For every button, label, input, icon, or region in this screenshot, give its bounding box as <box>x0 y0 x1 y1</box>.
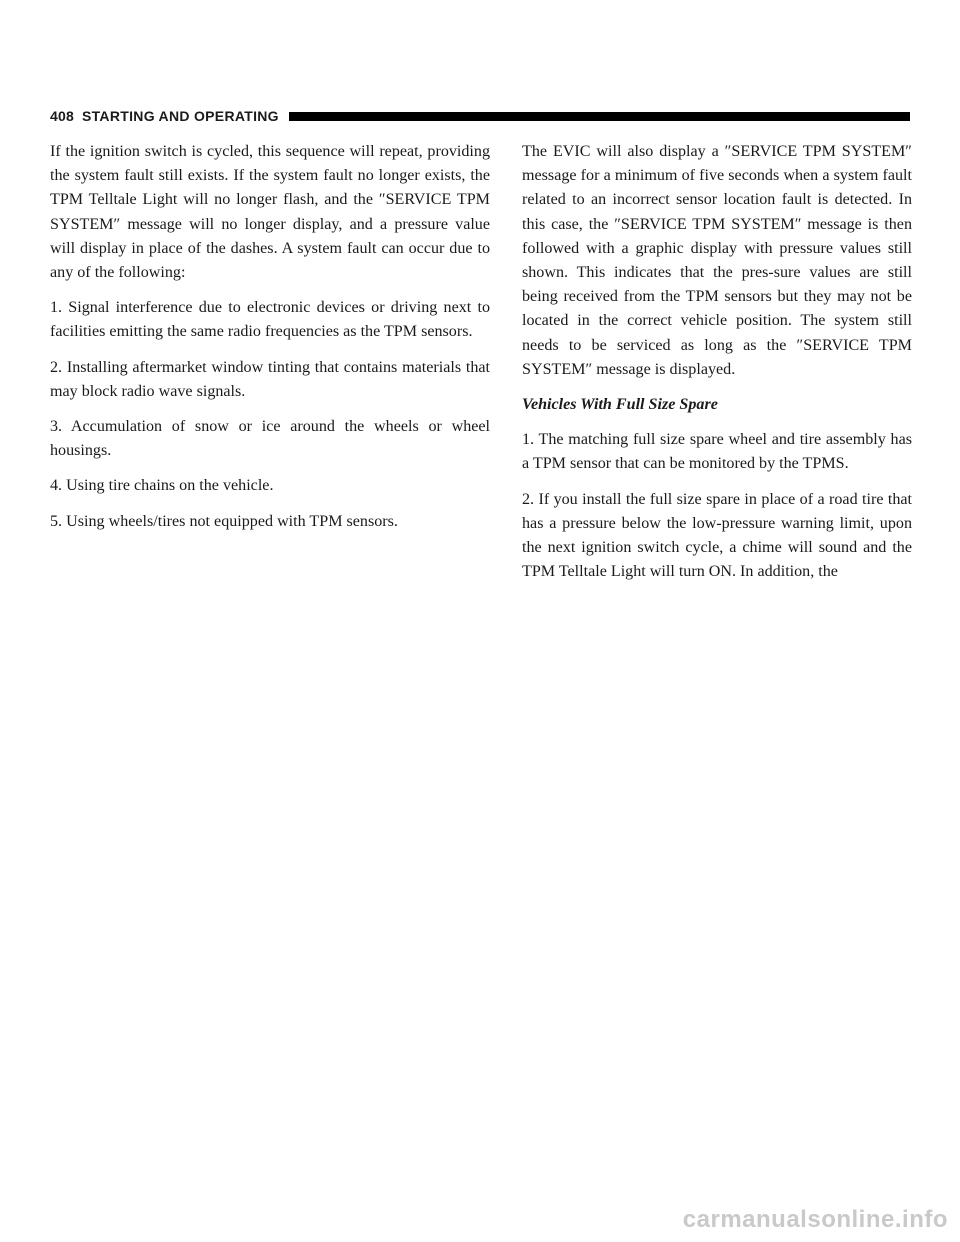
list-item: 3. Accumulation of snow or ice around the wheels or wheel housings. <box>50 418 490 460</box>
page-header <box>50 107 910 125</box>
paragraph: The EVIC will also display a ″SERVICE TPM SYSTEM″ message for a minimum of five seconds when a system fault related to an incorrect sensor location fault is detected. In this case, the ″SERVICE TPM SYSTEM″ message is then followed with a graphic display with pressure values still shown. This indicates that the pres-sure values are still being received from the TPM sensors but they may not be located in the correct vehicle position. The system still needs to be serviced as long as the ″SERVICE TPM SYSTEM″ message is displayed. <box>522 143 912 378</box>
subheading: Vehicles With Full Size Spare <box>522 396 718 414</box>
list-item: 5. Using wheels/tires not equipped with TPM sensors. <box>50 512 398 530</box>
list-item: 4. Using tire chains on the vehicle. <box>50 477 274 495</box>
section-title: STARTING AND OPERATING <box>81 108 279 124</box>
watermark: carmanualsonline.info <box>682 1206 948 1233</box>
paragraph: If the ignition switch is cycled, this sequence will repeat, providing the system fault still exists. If the system fault no longer exists, the TPM Telltale Light will no longer flash, and the ″SERVICE TPM SYSTEM″ message will no longer display, and a pressure value will display in place of the dashes. A system fault can occur due to any of the following: <box>50 143 490 282</box>
list-item: 1. Signal interference due to electronic devices or driving next to facilities emitting the same radio frequencies as the TPM sensors. <box>50 299 490 341</box>
list-item: 2. If you install the full size spare in place of a road tire that has a pressure below the low-pressure warning limit, upon the next ignition switch cycle, a chime will sound and the TPM Telltale Light will turn ON. In addition, the <box>522 490 912 581</box>
left-column <box>50 140 490 545</box>
list-item: 1. The matching full size spare wheel and tire assembly has a TPM sensor that can be monitored by the TPMS. <box>522 431 912 473</box>
header-rule <box>289 112 910 121</box>
right-column <box>522 140 912 595</box>
list-item: 2. Installing aftermarket window tinting that contains materials that may block radio wave signals. <box>50 358 490 400</box>
page-number: 408 <box>50 108 74 124</box>
